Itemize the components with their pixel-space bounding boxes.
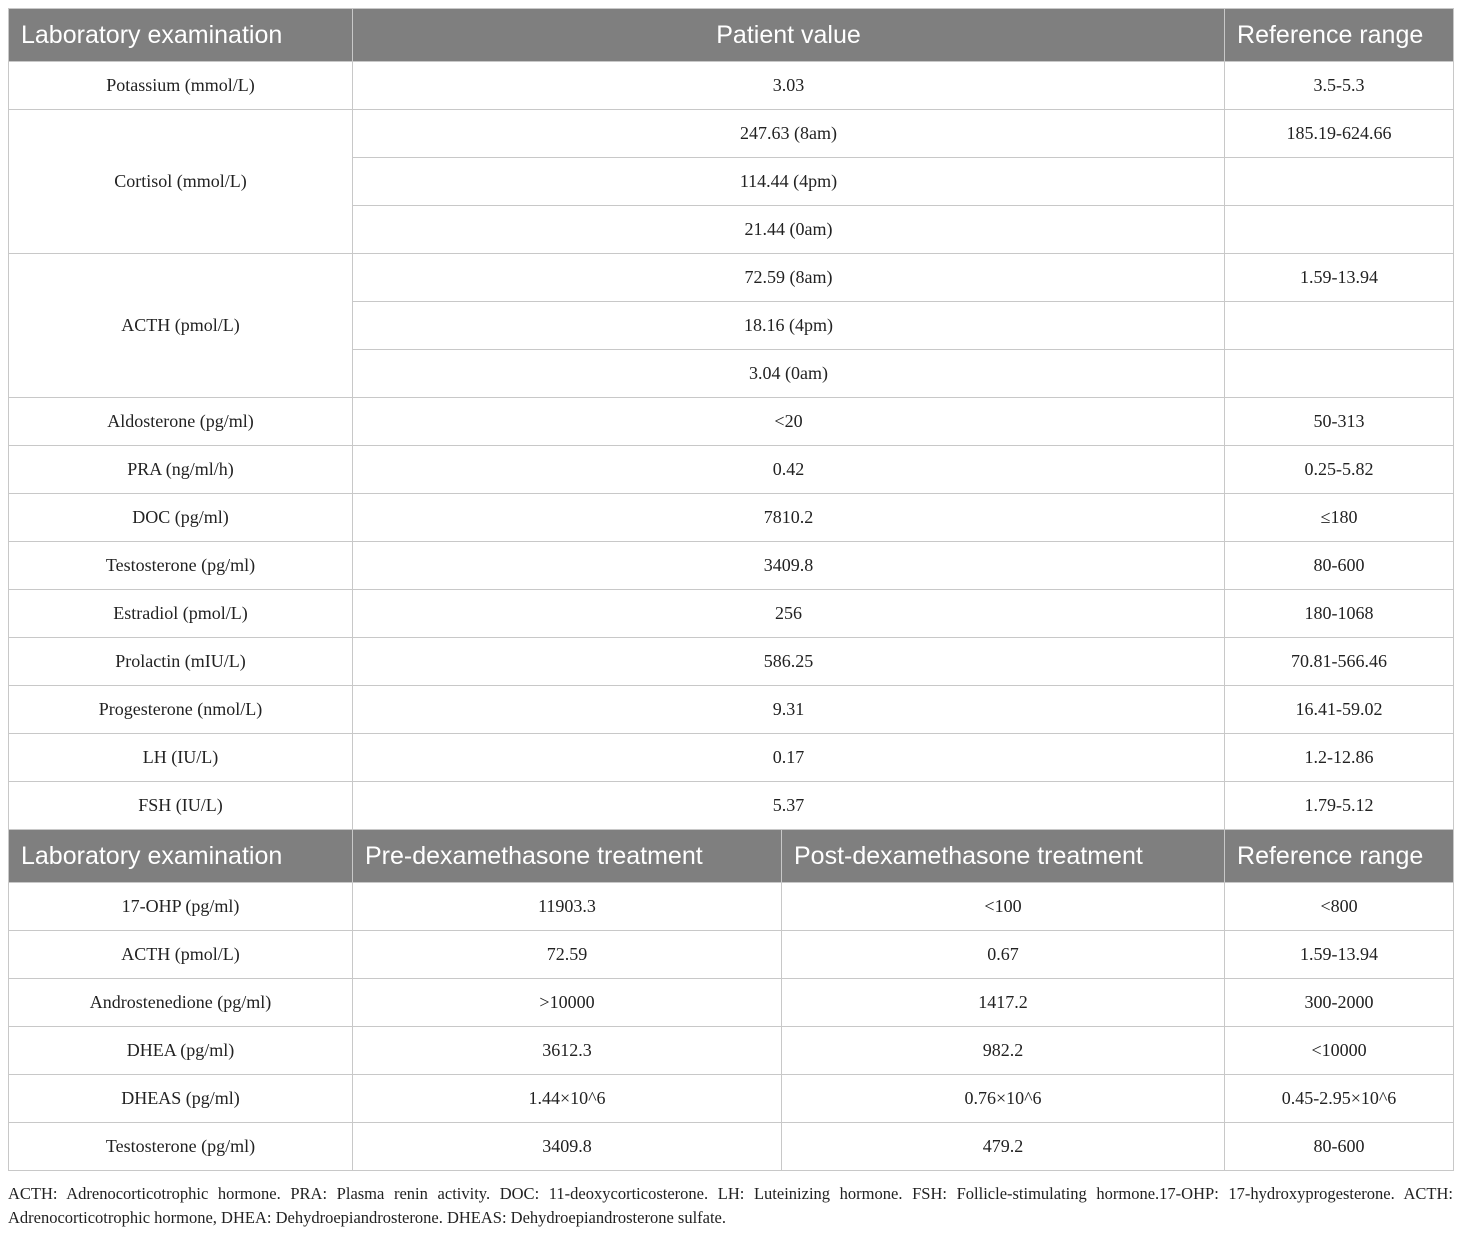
reference-range-cell: 16.41-59.02 [1225,686,1454,734]
post-treatment-cell: <100 [782,883,1225,931]
reference-range-cell: 0.45-2.95×10^6 [1225,1075,1454,1123]
reference-range-cell: 180-1068 [1225,590,1454,638]
reference-range-cell: 1.79-5.12 [1225,782,1454,830]
post-treatment-cell: 0.76×10^6 [782,1075,1225,1123]
reference-range-cell: <800 [1225,883,1454,931]
header-post-dexamethasone: Post-dexamethasone treatment [782,830,1225,883]
table-row [9,883,1454,931]
reference-range-cell: 70.81-566.46 [1225,638,1454,686]
lab-results-table [8,8,1454,1171]
patient-value-cell: 586.25 [353,638,1225,686]
table-row [9,1123,1454,1171]
exam-name-cell: PRA (ng/ml/h) [9,446,353,494]
exam-name-cell: DHEA (pg/ml) [9,1027,353,1075]
patient-value-cell: 3.04 (0am) [353,350,1225,398]
exam-name-cell: Testosterone (pg/ml) [9,542,353,590]
table-row [9,734,1454,782]
lab-results-table-wrapper [8,8,1453,1171]
reference-range-cell [1225,302,1454,350]
table-row [9,446,1454,494]
patient-value-cell: <20 [353,398,1225,446]
patient-value-cell: 72.59 (8am) [353,254,1225,302]
exam-name-cell: Testosterone (pg/ml) [9,1123,353,1171]
patient-value-cell: 256 [353,590,1225,638]
reference-range-cell [1225,206,1454,254]
header-pre-dexamethasone: Pre-dexamethasone treatment [353,830,782,883]
table-row [9,62,1454,110]
table-row [9,979,1454,1027]
post-treatment-cell: 0.67 [782,931,1225,979]
exam-name-cell: Aldosterone (pg/ml) [9,398,353,446]
patient-value-cell: 9.31 [353,686,1225,734]
patient-value-cell: 21.44 (0am) [353,206,1225,254]
table1-header [9,9,1454,62]
exam-name-cell: LH (IU/L) [9,734,353,782]
header-reference-range-2: Reference range [1225,830,1454,883]
exam-name-cell: Progesterone (nmol/L) [9,686,353,734]
pre-treatment-cell: 72.59 [353,931,782,979]
exam-name-cell: DHEAS (pg/ml) [9,1075,353,1123]
table-row [9,494,1454,542]
patient-value-cell: 3.03 [353,62,1225,110]
patient-value-cell: 5.37 [353,782,1225,830]
table-row [9,542,1454,590]
table-row [9,110,1454,158]
exam-name-cell: Cortisol (mmol/L) [9,110,353,254]
patient-value-cell: 0.42 [353,446,1225,494]
pre-treatment-cell: >10000 [353,979,782,1027]
exam-name-cell: Estradiol (pmol/L) [9,590,353,638]
patient-value-cell: 3409.8 [353,542,1225,590]
pre-treatment-cell: 1.44×10^6 [353,1075,782,1123]
patient-value-cell: 114.44 (4pm) [353,158,1225,206]
table-row [9,686,1454,734]
exam-name-cell: 17-OHP (pg/ml) [9,883,353,931]
post-treatment-cell: 1417.2 [782,979,1225,1027]
table1-body [9,62,1454,830]
reference-range-cell [1225,350,1454,398]
exam-name-cell: ACTH (pmol/L) [9,254,353,398]
reference-range-cell: 185.19-624.66 [1225,110,1454,158]
exam-name-cell: Androstenedione (pg/ml) [9,979,353,1027]
pre-treatment-cell: 3612.3 [353,1027,782,1075]
reference-range-cell: <10000 [1225,1027,1454,1075]
exam-name-cell: ACTH (pmol/L) [9,931,353,979]
reference-range-cell: 0.25-5.82 [1225,446,1454,494]
exam-name-cell: Prolactin (mIU/L) [9,638,353,686]
patient-value-cell: 247.63 (8am) [353,110,1225,158]
post-treatment-cell: 982.2 [782,1027,1225,1075]
reference-range-cell: 1.2-12.86 [1225,734,1454,782]
table-footnote: ACTH: Adrenocorticotrophic hormone. PRA: Plasma renin activity. DOC: 11-deoxycorticosterone. LH: Luteinizing hormone. FSH: Follicle-stimulating hormone.17-OHP: 17-hydroxyprogesterone. ACTH: Adrenocorticotrophic hormone, DHEA: Dehydroepiandrosterone. DHEAS: Dehydroepiandrosterone sulfate. [8,1184,1453,1227]
table-row [9,590,1454,638]
reference-range-cell: 1.59-13.94 [1225,254,1454,302]
reference-range-cell: 1.59-13.94 [1225,931,1454,979]
pre-treatment-cell: 3409.8 [353,1123,782,1171]
reference-range-cell: 80-600 [1225,1123,1454,1171]
table-row [9,638,1454,686]
reference-range-cell: 3.5-5.3 [1225,62,1454,110]
exam-name-cell: Potassium (mmol/L) [9,62,353,110]
header-patient-value: Patient value [353,9,1225,62]
table1-header-row [9,9,1454,62]
table-row [9,931,1454,979]
table-row [9,398,1454,446]
exam-name-cell: DOC (pg/ml) [9,494,353,542]
table-row [9,254,1454,302]
patient-value-cell: 0.17 [353,734,1225,782]
table2-header [9,830,1454,883]
table-row [9,782,1454,830]
reference-range-cell: 50-313 [1225,398,1454,446]
exam-name-cell: FSH (IU/L) [9,782,353,830]
table2-body [9,883,1454,1171]
header-reference-range: Reference range [1225,9,1454,62]
table-row [9,1075,1454,1123]
patient-value-cell: 7810.2 [353,494,1225,542]
pre-treatment-cell: 11903.3 [353,883,782,931]
reference-range-cell [1225,158,1454,206]
reference-range-cell: 300-2000 [1225,979,1454,1027]
reference-range-cell: ≤180 [1225,494,1454,542]
post-treatment-cell: 479.2 [782,1123,1225,1171]
reference-range-cell: 80-600 [1225,542,1454,590]
header-lab-examination: Laboratory examination [9,9,353,62]
header-lab-examination-2: Laboratory examination [9,830,353,883]
patient-value-cell: 18.16 (4pm) [353,302,1225,350]
table2-header-row [9,830,1454,883]
table-row [9,1027,1454,1075]
